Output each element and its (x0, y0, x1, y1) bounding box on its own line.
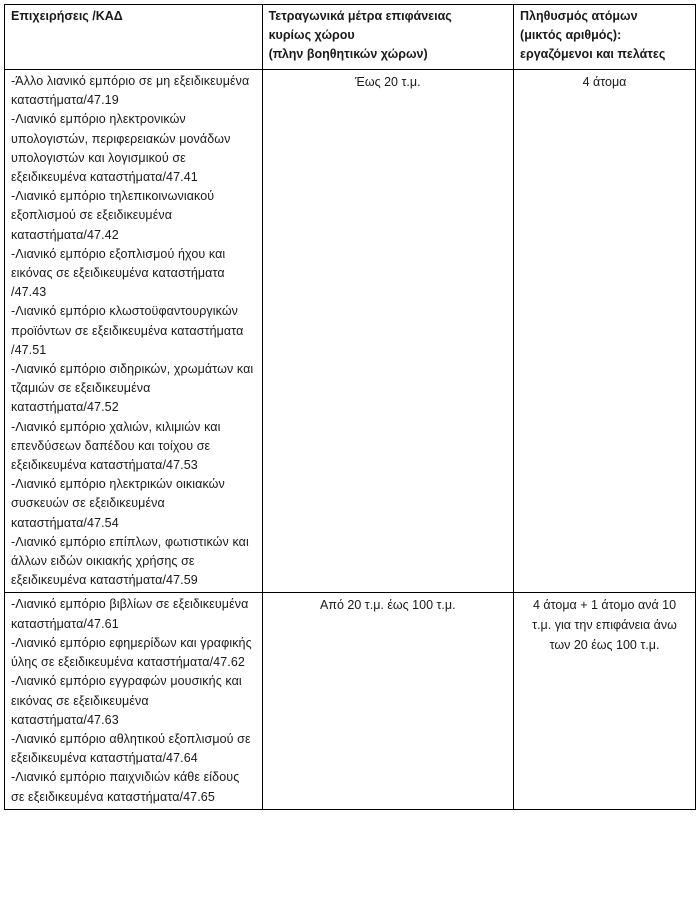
activity-item: -Λιανικό εμπόριο εφημερίδων και γραφικής ύλης σε εξειδικευμένα καταστήματα/47.62 (11, 635, 252, 670)
activity-item: -Λιανικό εμπόριο αθλητικού εξοπλισμού σε εξειδικευμένα καταστήματα/47.64 (11, 731, 251, 766)
area-value: Έως 20 τ.μ. (355, 75, 421, 89)
header-people-line-1: Πληθυσμός ατόμων (520, 9, 638, 23)
header-people (514, 5, 696, 70)
header-area (262, 5, 513, 70)
activity-item: -Λιανικό εμπόριο τηλεπικοινωνιακού εξοπλισμού σε εξειδικευμένα καταστήματα/47.42 (11, 189, 215, 242)
people-value: 4 άτομα (582, 75, 627, 89)
people-value-line-1: 4 άτομα + 1 άτομο ανά 10 (532, 598, 677, 613)
activity-item: -Λιανικό εμπόριο εξοπλισμού ήχου και εικόνας σε εξειδικευμένα καταστήματα /47.43 (11, 246, 226, 300)
activities-cell (5, 70, 263, 593)
header-area-line-1: Τετραγωνικά μέτρα επιφάνειας (268, 9, 452, 23)
people-value-line-3: των 20 έως 100 τ.μ. (549, 638, 660, 653)
header-activities (5, 5, 263, 70)
people-cell (514, 593, 696, 809)
header-area-line-3: (πλην βοηθητικών χώρων) (268, 47, 428, 61)
header-people-line-3: εργαζόμενοι και πελάτες (520, 47, 666, 61)
area-value: Από 20 τ.μ. έως 100 τ.μ. (320, 598, 456, 613)
activity-item: -Λιανικό εμπόριο κλωστοϋφαντουργικών προϊόντων σε εξειδικευμένα καταστήματα /47.51 (11, 304, 244, 357)
area-cell (262, 70, 513, 593)
people-value-line-2: τ.μ. για την επιφάνεια άνω (532, 618, 677, 633)
header-people-line-2: (μικτός αριθμός): (520, 28, 622, 42)
table-row-20-to-100 (5, 593, 696, 809)
activity-item: -Λιανικό εμπόριο χαλιών, κιλιμιών και επενδύσεων δαπέδου και τοίχου σε εξειδικευμένα καταστήματα/47.53 (11, 419, 221, 473)
activity-item: -Λιανικό εμπόριο σιδηρικών, χρωμάτων και τζαμιών σε εξειδικευμένα καταστήματα/47.52 (11, 362, 254, 415)
activity-item: -Λιανικό εμπόριο ηλεκτρονικών υπολογιστών, περιφερειακών μονάδων υπολογιστών και λογισμικού σε εξειδικευμένα καταστήματα/47.41 (11, 112, 231, 185)
activity-item: -Λιανικό εμπόριο επίπλων, φωτιστικών και άλλων ειδών οικιακής χρήσης σε εξειδικευμένα καταστήματα/47.59 (11, 534, 249, 588)
activity-item: -Λιανικό εμπόριο παιχνιδιών κάθε είδους σε εξειδικευμένα καταστήματα/47.65 (11, 770, 240, 804)
kad-table (4, 4, 696, 810)
table-header-row (5, 5, 696, 70)
header-area-line-2: κυρίως χώρου (268, 28, 355, 42)
area-cell (262, 593, 513, 809)
activity-item: -Λιανικό εμπόριο εγγραφών μουσικής και εικόνας σε εξειδικευμένα καταστήματα/47.63 (11, 674, 242, 727)
activities-cell (5, 593, 263, 809)
activity-item: -Άλλο λιανικό εμπόριο σε μη εξειδικευμένα καταστήματα/47.19 (11, 74, 250, 108)
activity-item: -Λιανικό εμπόριο ηλεκτρικών οικιακών συσκευών σε εξειδικευμένα καταστήματα/47.54 (11, 477, 225, 530)
activity-item: -Λιανικό εμπόριο βιβλίων σε εξειδικευμένα καταστήματα/47.61 (11, 597, 249, 631)
table-row-up-to-20 (5, 70, 696, 593)
people-cell (514, 70, 696, 593)
header-activities-label: Επιχειρήσεις /ΚΑΔ (11, 9, 123, 23)
